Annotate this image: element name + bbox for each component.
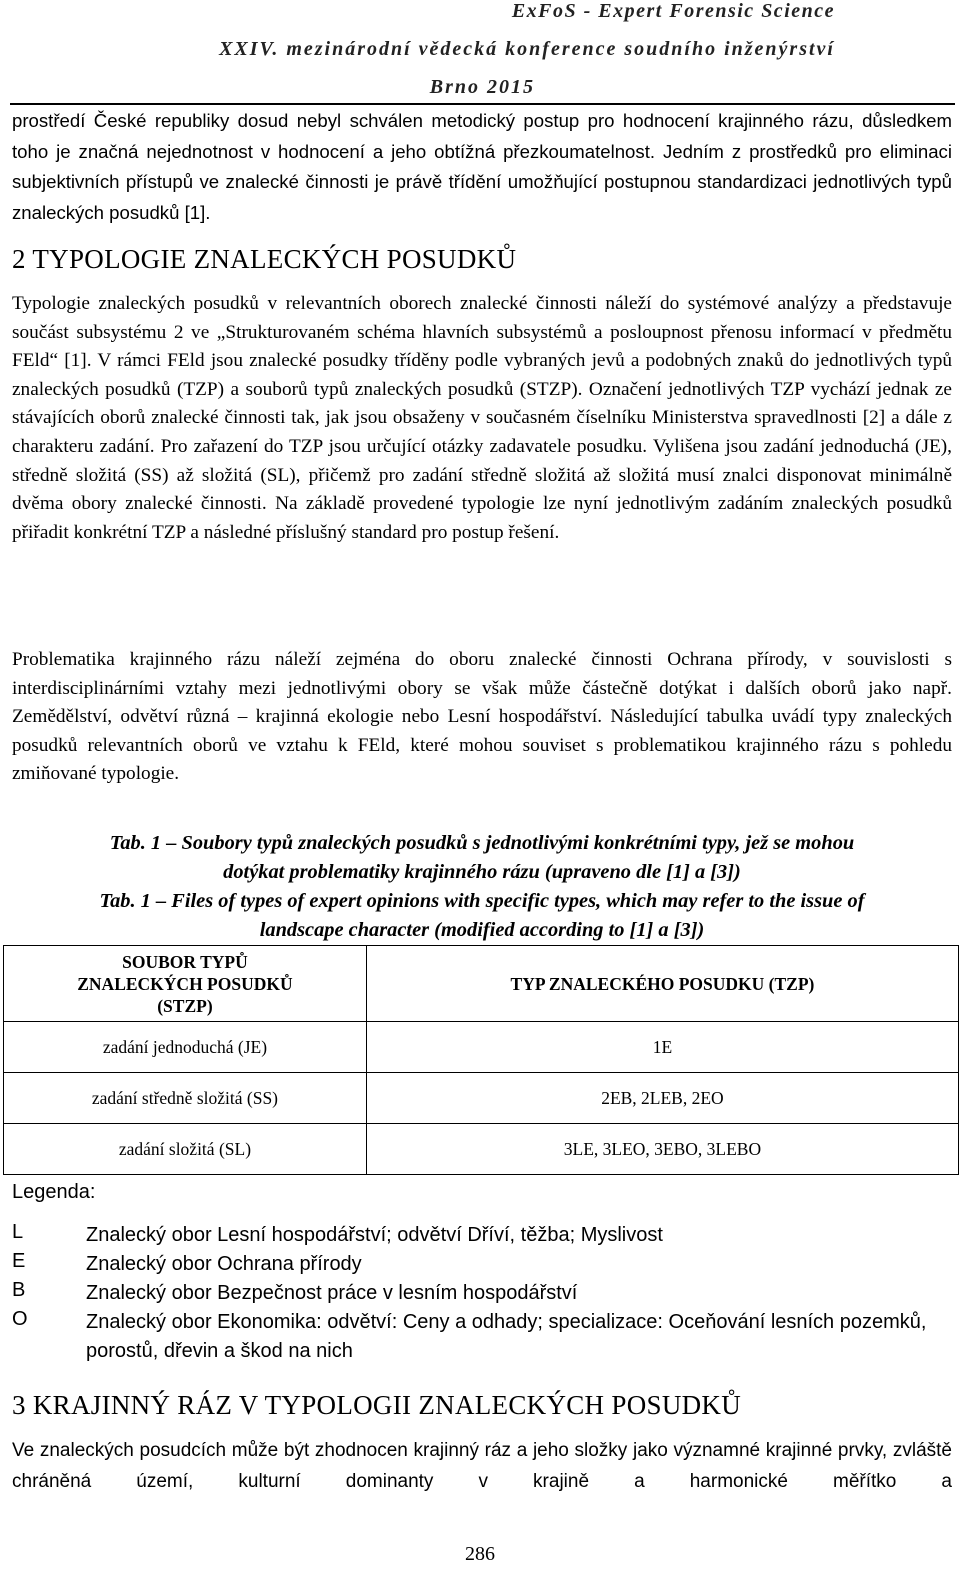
- section-2-paragraph-1: Typologie znaleckých posudků v relevantních oborech znalecké činnosti náleží do systémové analýzy a představuje součást subsystému 2 ve „Strukturovaném schéma hlavních subsystémů a posloupnost přenosu informací v předmětu FEld“ [1]. V rámci FEld jsou znalecké posudky tříděny podle vybraných jevů a podobných znaků do jednotlivých typů znaleckých posudků (TZP) a souborů typů znaleckých posudků (STZP). Označení jednotlivých TZP vychází jednak ze stávajících oborů znalecké činnosti tak, jak jsou obsaženy v současném číselníku Ministerstva spravedlnosti [2] a dále z charakteru zadání. Pro zařazení do TZP jsou určující otázky zadavatele posudku. Vylišena jsou zadání jednoduchá (JE), středně složitá (SS) až složitá (SL), přičemž pro zadání středně složitá až složitá musí znalci disponovat minimálně dvěma obory znalecké činnosti. Na základě provedené typologie lze nyní jednotlivým zadáním znaleckých posudků přiřadit konkrétní TZP a následné příslušný standard pro postup řešení.: [12, 293, 952, 543]
- page-number: 286: [465, 1543, 495, 1565]
- table-header-tzp: TYP ZNALECKÉHO POSUDKU (TZP): [366, 946, 958, 1022]
- legend-key: O: [12, 1308, 28, 1330]
- table-caption-en-line2: landscape character (modified according to [1] a [3]): [259, 919, 705, 941]
- table-cell-stzp: zadání jednoduchá (JE): [4, 1022, 367, 1073]
- legend-item: [12, 1221, 952, 1250]
- table-row: [4, 1124, 959, 1175]
- table-header-row: [4, 946, 959, 1022]
- table-caption-en-line1: Tab. 1 – Files of types of expert opinions with specific types, which may refer to the issue of: [99, 890, 865, 912]
- legend-text: Znalecký obor Lesní hospodářství; odvětví Dříví, těžba; Myslivost: [86, 1224, 663, 1246]
- section-3-paragraph: Ve znaleckých posudcích může být zhodnocen krajinný ráz a jeho složky jako významné krajinné prvky, zvláště chráněná území, kulturní dominanty v krajině a harmonické měřítko a: [12, 1440, 952, 1492]
- legend-title: Legenda:: [12, 1181, 96, 1203]
- legend-item: [12, 1279, 952, 1308]
- section-2-body: [12, 290, 952, 547]
- intro-block: [12, 106, 952, 228]
- legend-key: E: [12, 1250, 26, 1272]
- table-row: [4, 1073, 959, 1124]
- table-cell-tzp: 3LE, 3LEO, 3EBO, 3LEBO: [366, 1124, 958, 1175]
- table-caption-cz-line2: dotýkat problematiky krajinného rázu (upraveno dle [1] a [3]): [223, 861, 741, 883]
- legend-key: L: [12, 1221, 24, 1243]
- legend-item: [12, 1308, 952, 1366]
- section-3-heading: 3 KRAJINNÝ RÁZ V TYPOLOGII ZNALECKÝCH POSUDKŮ: [12, 1390, 742, 1420]
- table-cell-stzp: zadání složitá (SL): [4, 1124, 367, 1175]
- intro-paragraph: prostředí České republiky dosud nebyl schválen metodický postup pro hodnocení krajinného rázu, důsledkem toho je značná nejednotnost v hodnocení a jeho obtížná přezkoumatelnost. Jedním z prostředků pro eliminaci subjektivních přístupů ve znalecké činnosti je právě třídění umožňující postupnou standardizaci jednotlivých typů znaleckých posudků [1].: [12, 110, 952, 223]
- legend-text: Znalecký obor Ochrana přírody: [86, 1253, 362, 1275]
- table-cell-tzp: 1E: [366, 1022, 958, 1073]
- table-caption-en: [12, 887, 952, 945]
- legend-text: Znalecký obor Ekonomika: odvětví: Ceny a odhady; specializace: Oceňování lesních pozemků, porostů, dřevin a škod na nich: [86, 1311, 927, 1362]
- table-row: [4, 1022, 959, 1073]
- section-2-body-2: [12, 646, 952, 789]
- table-caption-cz: [12, 829, 952, 887]
- section-2-paragraph-2: Problematika krajinného rázu náleží zejména do oboru znalecké činnosti Ochrana přírody, v souvislosti s interdisciplinárními vztahy mezi jednotlivými obory se však může částečně dotýkat i dalších oborů jako např. Zemědělství, odvětví různá – krajinná ekologie nebo Lesní hospodářství. Následující tabulka uvádí typy znaleckých posudků relevantních oborů ve vztahu k FEld, které mohou souviset s problematikou krajinného rázu s pohledu zmiňované typologie.: [12, 649, 952, 785]
- tzp-table: [3, 945, 959, 1175]
- header-journal: ExFoS - Expert Forensic Science: [511, 0, 835, 22]
- header-location: Brno 2015: [429, 76, 535, 98]
- table-header-stzp-text: SOUBOR TYPŮ ZNALECKÝCH POSUDKŮ (STZP): [77, 951, 293, 1016]
- legend-key: B: [12, 1279, 26, 1301]
- section-2-heading: 2 TYPOLOGIE ZNALECKÝCH POSUDKŮ: [12, 244, 517, 274]
- section-3-body: [12, 1436, 952, 1497]
- table-cell-tzp: 2EB, 2LEB, 2EO: [366, 1073, 958, 1124]
- table-header-stzp: [4, 946, 367, 1022]
- table-caption-cz-line1: Tab. 1 – Soubory typů znaleckých posudků s jednotlivými konkrétními typy, jež se mohou: [109, 832, 855, 854]
- table-cell-stzp: zadání středně složitá (SS): [4, 1073, 367, 1124]
- header-rule: [10, 103, 955, 105]
- header-conference: XXIV. mezinárodní vědecká konference soudního inženýrství: [219, 38, 835, 60]
- legend-item: [12, 1250, 952, 1279]
- legend-text: Znalecký obor Bezpečnost práce v lesním hospodářství: [86, 1282, 578, 1304]
